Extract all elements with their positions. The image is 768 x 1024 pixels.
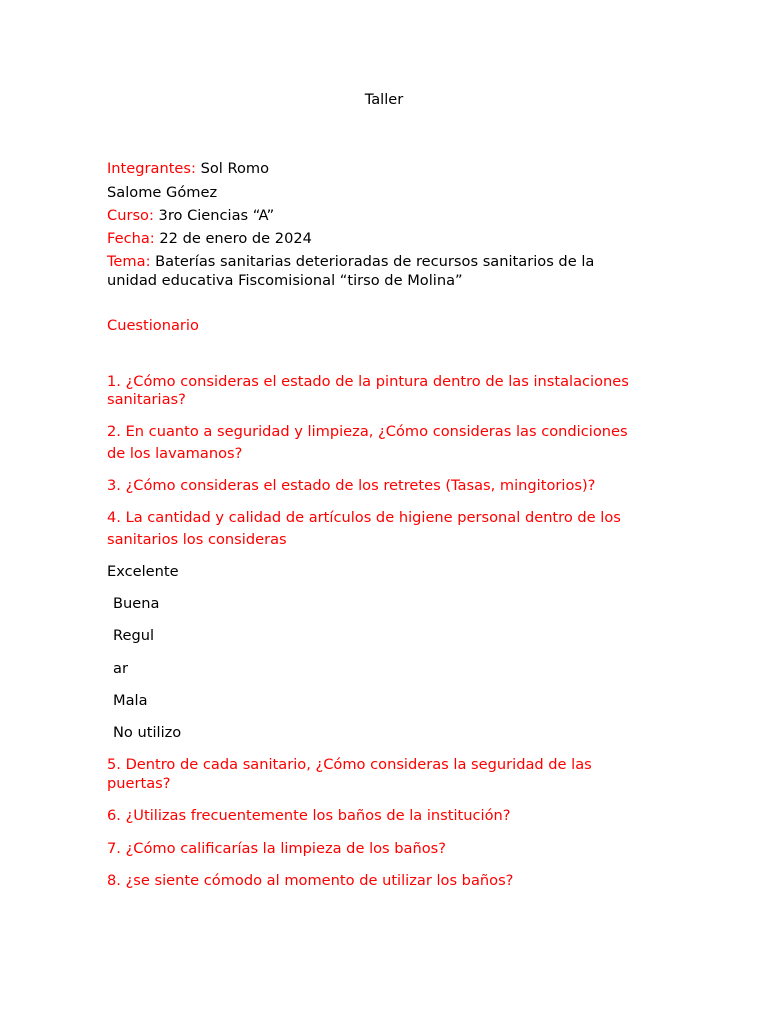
question-5-line1: 5. Dentro de cada sanitario, ¿Cómo consideras la seguridad de las xyxy=(107,756,592,773)
topic-value-line2: unidad educativa Fiscomisional “tirso de Molina” xyxy=(107,272,463,289)
course-label: Curso: xyxy=(107,207,154,224)
option-mala: Mala xyxy=(113,692,148,709)
question-2-line1: 2. En cuanto a seguridad y limpieza, ¿Cómo consideras las condiciones xyxy=(107,423,628,440)
option-regular-part2: ar xyxy=(113,660,128,677)
question-8: 8. ¿se siente cómodo al momento de utilizar los baños? xyxy=(107,872,514,889)
option-regular-part1: Regul xyxy=(113,627,155,644)
option-excelente: Excelente xyxy=(107,563,179,580)
topic-label: Tema: xyxy=(107,253,151,270)
date-line xyxy=(107,229,667,248)
question-2-line2: de los lavamanos? xyxy=(107,445,243,462)
question-1-line2: sanitarias? xyxy=(107,391,186,408)
members-line xyxy=(107,159,667,178)
course-value: 3ro Ciencias “A” xyxy=(158,207,275,224)
member-1: Sol Romo xyxy=(200,160,270,177)
question-3: 3. ¿Cómo consideras el estado de los retretes (Tasas, mingitorios)? xyxy=(107,477,596,494)
section-heading: Cuestionario xyxy=(107,317,199,334)
date-label: Fecha: xyxy=(107,230,155,247)
date-value: 22 de enero de 2024 xyxy=(159,230,312,247)
topic-line xyxy=(107,252,667,271)
question-6: 6. ¿Utilizas frecuentemente los baños de la institución? xyxy=(107,807,511,824)
question-1-line1: 1. ¿Cómo consideras el estado de la pintura dentro de las instalaciones xyxy=(107,373,629,390)
document-title: Taller xyxy=(364,91,404,108)
question-7: 7. ¿Cómo calificarías la limpieza de los baños? xyxy=(107,840,447,857)
course-line xyxy=(107,206,667,225)
option-no-utilizo: No utilizo xyxy=(113,724,182,741)
question-4-line2: sanitarios los consideras xyxy=(107,531,287,548)
member-2: Salome Gómez xyxy=(107,184,218,201)
option-buena: Buena xyxy=(113,595,160,612)
question-5-line2: puertas? xyxy=(107,775,171,792)
members-label: Integrantes: xyxy=(107,160,196,177)
question-4-line1: 4. La cantidad y calidad de artículos de higiene personal dentro de los xyxy=(107,509,621,526)
topic-value-line1: Baterías sanitarias deterioradas de recursos sanitarios de la xyxy=(155,253,595,270)
